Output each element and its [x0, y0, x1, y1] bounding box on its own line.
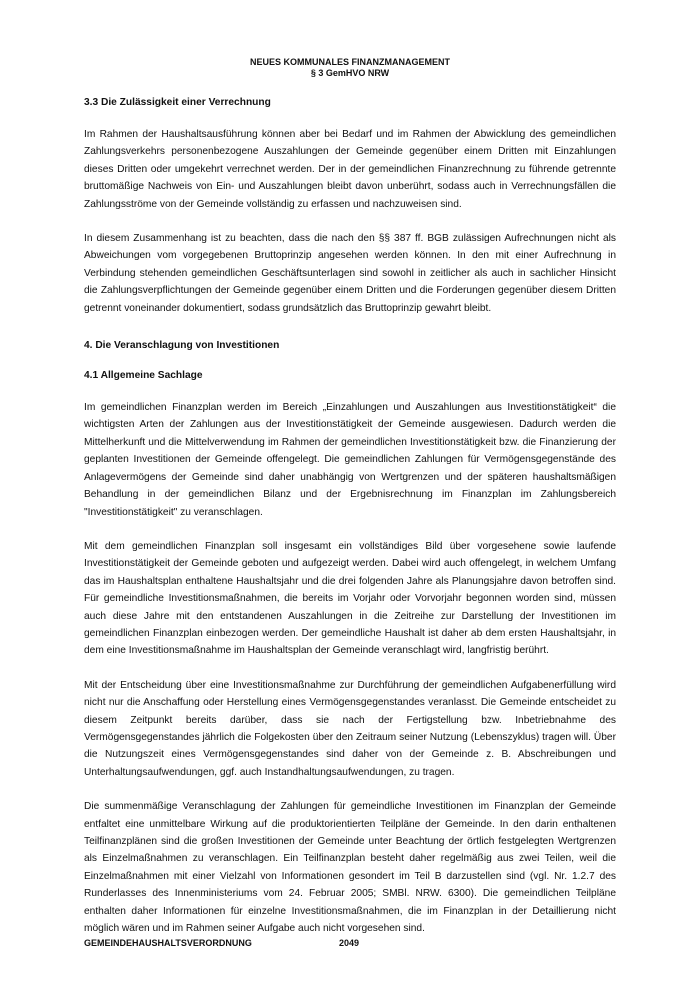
section-heading-4: 4. Die Veranschlagung von Investitionen [84, 340, 280, 352]
section-heading-4-1: 4.1 Allgemeine Sachlage [84, 370, 203, 382]
paragraph: Mit dem gemeindlichen Finanzplan soll insgesamt ein vollständiges Bild über vorgesehene sowie laufende Investitionstätigkeit der Gemeinde geboten und aufgezeigt werden. Dabei wird auch offengelegt, in welchem Umfang das im Haushaltsplan enthaltene Haushaltsjahr und die drei folgenden Jahre als Planungsjahre davon betroffen sind. Für gemeindliche Investitionsmaßnahmen, die bereits im Vorjahr oder Vorvorjahr begonnen worden sind, müssen auch diese Jahre mit den entstandenen Auszahlungen in die Zeitreihe zur Darstellung der Investitionen im gemeindlichen Finanzplan einbezogen werden. Der gemeindliche Haushalt ist daher ab dem ersten Haushaltsjahr, in dem eine Investitionsmaßnahme im Haushaltsplan der Gemeinde veranschlagt wird, langfristig berührt. [84, 540, 616, 657]
footer-title: GEMEINDEHAUSHALTSVERORDNUNG [84, 938, 252, 948]
document-body [84, 96, 616, 954]
header-subtitle: § 3 GemHVO NRW [310, 68, 390, 78]
header-title: NEUES KOMMUNALES FINANZMANAGEMENT [250, 57, 450, 67]
section-heading-3-3: 3.3 Die Zulässigkeit einer Verrechnung [84, 97, 271, 108]
page-number: 2049 [339, 938, 360, 948]
paragraph: Mit der Entscheidung über eine Investitionsmaßnahme zur Durchführung der gemeindlichen Aufgabenerfüllung wird nicht nur die Anschaffung oder Herstellung eines Vermögensgegenstandes veranlasst. Die Gemeinde entscheidet zu diesem Zeitpunkt bereits darüber, dass sie nach der Fertigstellung bzw. Inbetriebnahme des Vermögensgegenstandes jährlich die Folgekosten über den Zeitraum seiner Nutzung (Lebenszyklus) tragen will. Über die Nutzungszeit eines Vermögensgegenstandes sind daher von der Gemeinde z. B. Abschreibungen und Unterhaltungsaufwendungen, ggf. auch Instandhaltungsaufwendungen, zu tragen. [84, 679, 616, 778]
paragraph: Die summenmäßige Veranschlagung der Zahlungen für gemeindliche Investitionen im Finanzplan der Gemeinde entfaltet eine unmittelbare Wirkung auf die produktorientierten Teilpläne der Gemeinde. In den darin enthaltenen Teilfinanzplänen sind die großen Investitionen der Gemeinde unter Beachtung der örtlich festgelegten Wertgrenzen als Einzelmaßnahmen zu veranschlagen. Ein Teilfinanzplan besteht daher regelmäßig aus zwei Teilen, weil die Einzelmaßnahmen mit einer Vielzahl von Informationen gesondert im Teil B darzustellen sind (vgl. Nr. 1.2.7 des Runderlasses des Innenministeriums vom 24. Februar 2005; SMBl. NRW. 6300). Die gemeindlichen Teilpläne enthalten daher Informationen für einzelne Investitionsmaßnahmen, die im Finanzplan in der Detaillierung nicht möglich wären und im Rahmen seiner Aufgabe auch nicht vorgesehen sind. [84, 801, 616, 935]
paragraph: Im Rahmen der Haushaltsausführung können aber bei Bedarf und im Rahmen der Abwicklung des gemeindlichen Zahlungsverkehrs personenbezogene Auszahlungen der Gemeinde gegenüber einem Dritten mit Einzahlungen dieses Dritten oder umgekehrt verrechnet werden. Der in der gemeindlichen Finanzrechnung zu führende getrennte bruttomäßige Nachweis von Ein- und Auszahlungen bleibt davon unberührt, sodass auch in Verrechnungsfällen die Zahlungsströme von der Gemeinde vollständig zu erfassen und nachzuweisen sind. [84, 129, 616, 210]
paragraph: In diesem Zusammenhang ist zu beachten, dass die nach den §§ 387 ff. BGB zulässigen Aufrechnungen nicht als Abweichungen vom vorgegebenen Bruttoprinzip angesehen werden können. In den mit einer Aufrechnung in Verbindung stehenden gemeindlichen Geschäftsunterlagen sind sowohl in zeitlicher als auch in sachlicher Hinsicht die Zahlungsverpflichtungen der Gemeinde gegenüber einem Dritten und die Forderungen gegenüber diesem Dritten getrennt voneinander dokumentiert, sodass grundsätzlich das Bruttoprinzip gewahrt bleibt. [84, 233, 616, 314]
page-header [0, 57, 700, 79]
paragraph: Im gemeindlichen Finanzplan werden im Bereich „Einzahlungen und Auszahlungen aus Investitionstätigkeit“ die wichtigsten Arten der Zahlungen aus der Investitionstätigkeit der Gemeinde ausgewiesen. Dadurch werden die Mittelherkunft und die Mittelverwendung im Rahmen der gemeindlichen Investitionstätigkeit bzw. die Finanzierung der geplanten Investitionen der Gemeinde offengelegt. Die gemeindlichen Zahlungen für Vermögensgegenstände des Anlagevermögens der Gemeinde sind daher unabhängig von Wertgrenzen und der späteren haushaltsmäßigen Behandlung in der gemeindlichen Bilanz und der Ergebnisrechnung im Finanzplan im Zahlungsbereich "Investitionstätigkeit" zu veranschlagen. [84, 402, 616, 518]
